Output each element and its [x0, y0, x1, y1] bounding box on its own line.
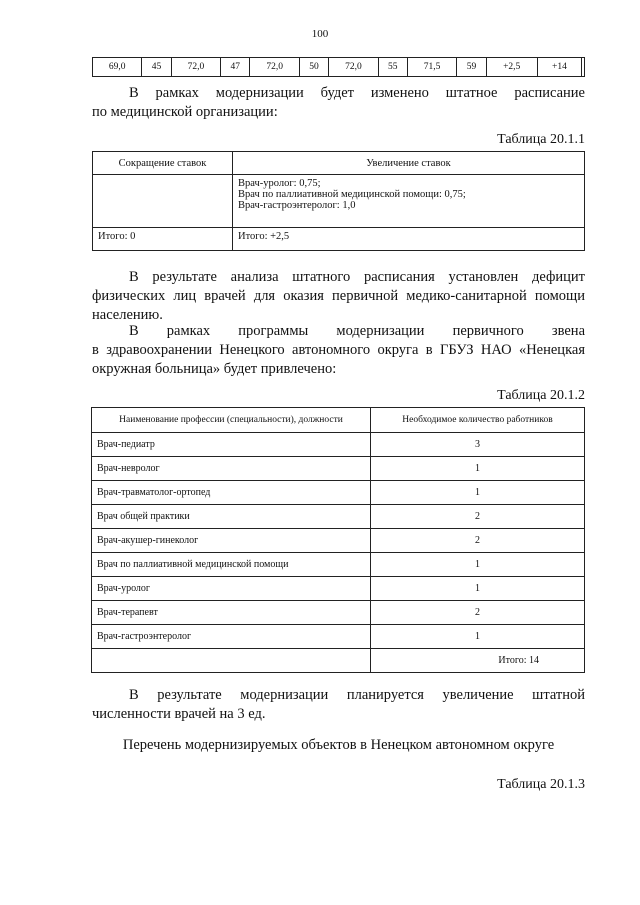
table-row: [92, 481, 585, 505]
table-row: [92, 433, 585, 457]
table-cell: [93, 175, 233, 228]
continued-table-row: [92, 57, 585, 77]
table-row: [92, 625, 585, 649]
table-caption: Таблица 20.1.1: [497, 132, 585, 147]
table-cell: 47: [221, 58, 250, 77]
paragraph-line: физических лиц врачей для оказия первичной медико-санитарной помощи: [92, 288, 585, 304]
table-cell: Врач-невролог: [92, 457, 371, 481]
table-cell: 1: [371, 625, 585, 649]
table-caption: Таблица 20.1.2: [497, 388, 585, 403]
table-cell: 1: [371, 577, 585, 601]
table-cell: [92, 649, 371, 673]
table-cell: Врач по паллиативной медицинской помощи: [92, 553, 371, 577]
page-number: 100: [311, 28, 329, 40]
table-row: [93, 58, 585, 77]
paragraph-line: В результате анализа штатного расписания установлен дефицит: [129, 269, 585, 285]
table-cell: Врач общей практики: [92, 505, 371, 529]
table-cell: 2: [371, 529, 585, 553]
paragraph-modernization: [92, 84, 585, 122]
table-cell: 55: [378, 58, 407, 77]
column-header: Необходимое количество работников: [371, 408, 585, 433]
list-item: Врач-уролог: 0,75;: [238, 178, 321, 189]
table-row: [92, 601, 585, 625]
table-total-row: [93, 228, 585, 251]
column-header: Наименование профессии (специальности), должности: [92, 408, 371, 433]
table-cell: Врач-педиатр: [92, 433, 371, 457]
table-cell: [233, 175, 585, 228]
column-header: Сокращение ставок: [93, 152, 233, 175]
table-cell: 1: [371, 481, 585, 505]
table-row: [92, 529, 585, 553]
table-cell: 72,0: [329, 58, 378, 77]
table-cell: [582, 58, 585, 77]
paragraph-analysis: [92, 268, 585, 325]
paragraph-program: [92, 322, 585, 379]
paragraph-line: в здравоохранении Ненецкого автономного округа в ГБУЗ НАО «Ненецкая: [92, 342, 585, 358]
table-cell: 45: [142, 58, 171, 77]
table-row: [92, 577, 585, 601]
list-item: Врач по паллиативной медицинской помощи: 0,75;: [238, 189, 466, 200]
paragraph-line: численности врачей на 3 ед.: [92, 706, 266, 722]
table-cell: 2: [371, 505, 585, 529]
table-header-row: [93, 152, 585, 175]
table-cell: Врач-терапевт: [92, 601, 371, 625]
table-total-row: [92, 649, 585, 673]
table-cell: 71,5: [407, 58, 456, 77]
table-cell: Врач-уролог: [92, 577, 371, 601]
table-cell: +14: [537, 58, 581, 77]
table-cell: Итого: 0: [93, 228, 233, 251]
paragraph-result: [92, 686, 585, 724]
paragraph-line: по медицинской организации:: [92, 104, 278, 120]
table-cell: 50: [299, 58, 328, 77]
table-header-row: [92, 408, 585, 433]
table-cell: 1: [371, 457, 585, 481]
paragraph-line: В результате модернизации планируется увеличение штатной: [129, 687, 585, 703]
column-header: Увеличение ставок: [233, 152, 585, 175]
paragraph-line: В рамках программы модернизации первичного звена: [129, 323, 585, 339]
staff-needed-table: [91, 407, 585, 673]
paragraph-line: окружная больница» будет привлечено:: [92, 361, 337, 377]
paragraph-line: В рамках модернизации будет изменено штатное расписание: [129, 85, 585, 101]
paragraph-line: населению.: [92, 307, 163, 323]
table-cell: Итого: 14: [371, 649, 585, 673]
table-caption: Таблица 20.1.3: [497, 777, 585, 792]
table-cell: Врач-гастроэнтеролог: [92, 625, 371, 649]
table-cell: 72,0: [250, 58, 299, 77]
table-cell: 72,0: [171, 58, 220, 77]
table-cell: 2: [371, 601, 585, 625]
table-cell: Итого: +2,5: [233, 228, 585, 251]
list-item: Врач-гастроэнтеролог: 1,0: [238, 200, 356, 211]
table-cell: 69,0: [93, 58, 142, 77]
table-cell: Врач-травматолог-ортопед: [92, 481, 371, 505]
table-cell: 59: [457, 58, 486, 77]
table-row: [92, 553, 585, 577]
table-row: [92, 457, 585, 481]
section-heading: Перечень модернизируемых объектов в Ненецком автономном округе: [122, 737, 555, 753]
table-row: [92, 505, 585, 529]
table-cell: 1: [371, 553, 585, 577]
staff-change-table: [92, 151, 585, 251]
table-cell: 3: [371, 433, 585, 457]
table-row: [93, 175, 585, 228]
table-cell: +2,5: [486, 58, 537, 77]
table-cell: Врач-акушер-гинеколог: [92, 529, 371, 553]
